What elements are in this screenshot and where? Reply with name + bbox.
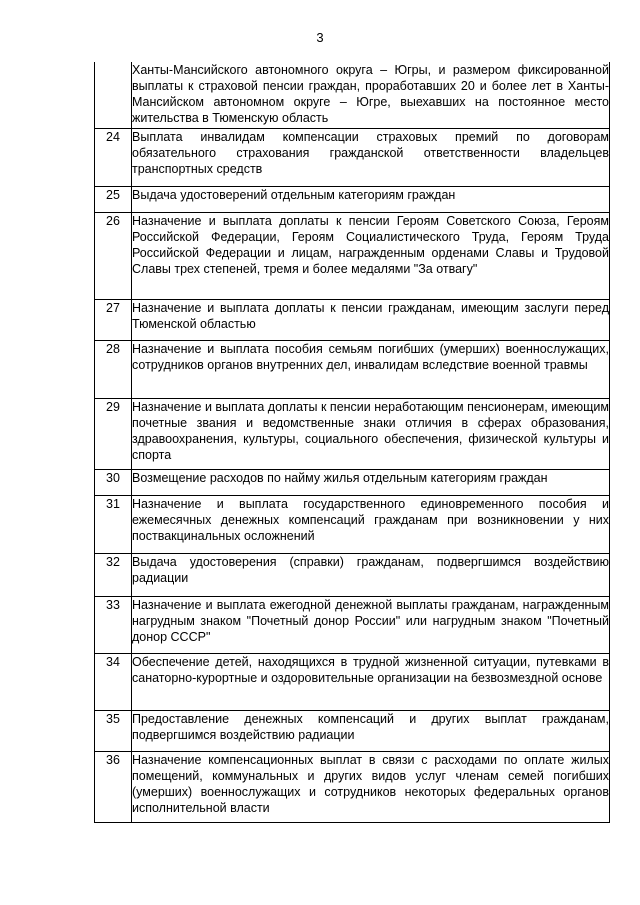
table-row	[95, 300, 610, 341]
service-name: Назначение и выплата ежегодной денежной выплаты гражданам, награжденным нагрудным знаком "Почетный донор России" или нагрудным знаком "Почетный донор СССР"	[132, 597, 610, 654]
row-number: 28	[95, 341, 132, 399]
service-name: Назначение и выплата пособия семьям погибших (умерших) военнослужащих, сотрудников органов внутренних дел, инвалидам вследствие военной травмы	[132, 341, 610, 399]
table-row	[95, 399, 610, 470]
service-name: Выдача удостоверений отдельным категориям граждан	[132, 187, 610, 213]
table-row	[95, 752, 610, 823]
table-row	[95, 597, 610, 654]
service-name: Выплата инвалидам компенсации страховых премий по договорам обязательного страхования гражданской ответственности владельцев транспортных средств	[132, 129, 610, 187]
service-name: Выдача удостоверения (справки) гражданам, подвергшимся воздействию радиации	[132, 554, 610, 597]
row-number: 24	[95, 129, 132, 187]
service-name: Назначение и выплата доплаты к пенсии гражданам, имеющим заслуги перед Тюменской областью	[132, 300, 610, 341]
services-table	[94, 62, 610, 823]
service-name: Ханты-Мансийского автономного округа – Югры, и размером фиксированной выплаты к страховой пенсии граждан, проработавших 20 и более лет в Ханты-Мансийском автономном округе – Югре, выехавших на постоянное место жительства в Тюменскую область	[132, 62, 610, 129]
table-row	[95, 470, 610, 496]
table-row	[95, 711, 610, 752]
service-name: Назначение и выплата государственного единовременного пособия и ежемесячных денежных компенсаций гражданам при возникновении у них поствакцинальных осложнений	[132, 496, 610, 554]
table-row	[95, 341, 610, 399]
service-name: Назначение и выплата доплаты к пенсии Героям Советского Союза, Героям Российской Федерации, Героям Социалистического Труда, Героям Труда Российской Федерации и лицам, награжденным орденами Славы и Трудовой Славы трех степеней, тремя и более медалями "За отвагу"	[132, 213, 610, 300]
table-row	[95, 187, 610, 213]
service-name: Возмещение расходов по найму жилья отдельным категориям граждан	[132, 470, 610, 496]
service-name: Обеспечение детей, находящихся в трудной жизненной ситуации, путевками в санаторно-курортные и оздоровительные организации на безвозмездной основе	[132, 654, 610, 711]
row-number: 30	[95, 470, 132, 496]
service-name: Назначение компенсационных выплат в связи с расходами по оплате жилых помещений, коммунальных и других видов услуг членам семей погибших (умерших) военнослужащих и сотрудников некоторых федеральных органов исполнительной власти	[132, 752, 610, 823]
row-number: 36	[95, 752, 132, 823]
table-row	[95, 62, 610, 129]
service-name: Предоставление денежных компенсаций и других выплат гражданам, подвергшимся воздействию радиации	[132, 711, 610, 752]
row-number: 32	[95, 554, 132, 597]
row-number: 33	[95, 597, 132, 654]
table-row	[95, 213, 610, 300]
table-row	[95, 554, 610, 597]
row-number: 25	[95, 187, 132, 213]
row-number: 26	[95, 213, 132, 300]
row-number: 34	[95, 654, 132, 711]
table-row	[95, 129, 610, 187]
service-name: Назначение и выплата доплаты к пенсии неработающим пенсионерам, имеющим почетные звания и ведомственные знаки отличия в сферах образования, здравоохранения, культуры, социального обеспечения, физической культуры и спорта	[132, 399, 610, 470]
table-row	[95, 654, 610, 711]
page-number: 3	[316, 30, 324, 45]
row-number: 35	[95, 711, 132, 752]
row-number: 27	[95, 300, 132, 341]
table-row	[95, 496, 610, 554]
row-number: 31	[95, 496, 132, 554]
row-number	[95, 62, 132, 129]
row-number: 29	[95, 399, 132, 470]
